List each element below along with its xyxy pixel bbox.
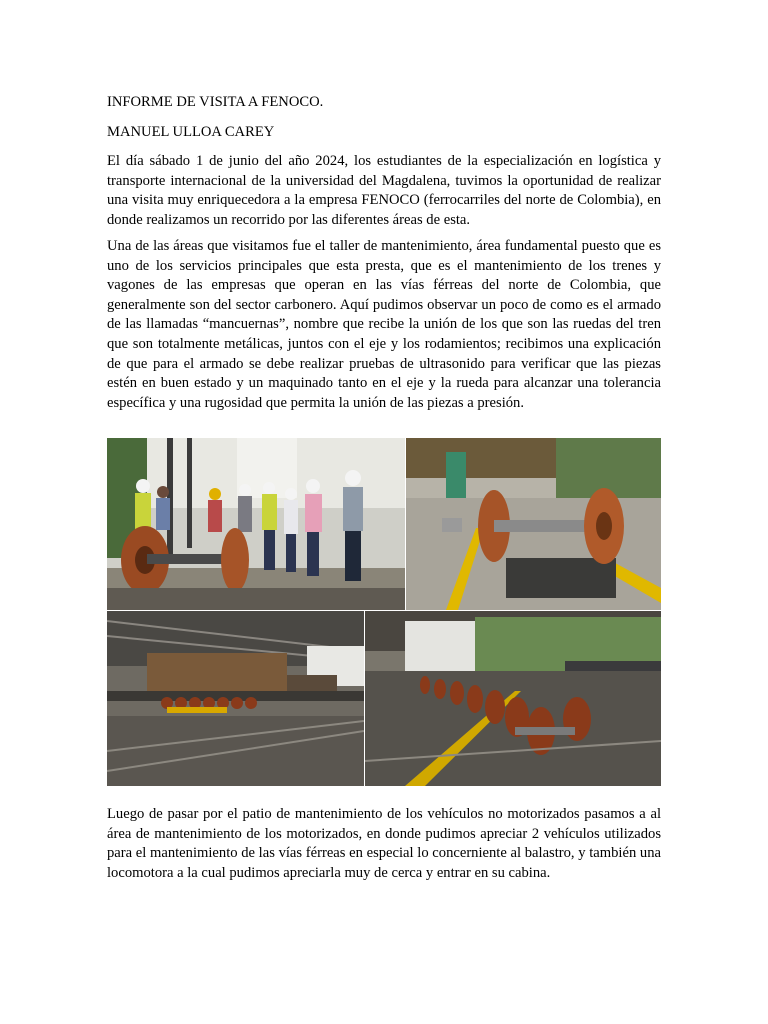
paragraph-motorized: Luego de pasar por el patio de mantenimiento de los vehículos no motorizados pasamos a al área de mantenimiento de los motorizados, en donde pudimos apreciar 2 vehículos utilizados para el mantenimiento de las vías férreas en especial lo concerniente al balastro, y también una locomotora a la cual pudimos apreciarla muy de cerca y entrar en su cabina.: [107, 806, 661, 881]
photo-wheelset-stand: [406, 438, 661, 610]
document-title: INFORME DE VISITA A FENOCO.: [107, 94, 324, 110]
document-author: MANUEL ULLOA CAREY: [107, 124, 275, 140]
paragraph-workshop: Una de las áreas que visitamos fue el taller de mantenimiento, área fundamental puesto que es uno de los servicios principales que esta presta, que es el mantenimiento de los trenes y vagones de las empresas que operan en las vías férreas del norte de Colombia, que generalmente son del sector carbonero. Aquí pudimos observar un poco de como es el armado de las llamadas “mancuernas”, nombre que recibe la unión de los que son las ruedas del tren que son totalmente metálicas, juntos con el eje y los rodamientos; recibimos una explicación de que para el armado se debe realizar pruebas de ultrasonido para verificar que las piezas estén en buen estado y un maquinado tanto en el eje y la rueda para alcanzar una tolerancia específica y una rugosidad que permita la unión de las piezas a presión.: [107, 238, 661, 411]
photo-wagon-shed: [107, 611, 364, 786]
photo-visitors-group: [107, 438, 405, 610]
photo-collage: [107, 438, 661, 786]
paragraph-intro: El día sábado 1 de junio del año 2024, los estudiantes de la especialización en logística y transporte internacional de la universidad del Magdalena, tuvimos la oportunidad de realizar una visita muy enriquecedora a la empresa FENOCO (ferrocarriles del norte de Colombia), en donde realizamos un recorrido por las diferentes áreas de esta.: [107, 153, 661, 228]
photo-wheelsets-row: [365, 611, 661, 786]
